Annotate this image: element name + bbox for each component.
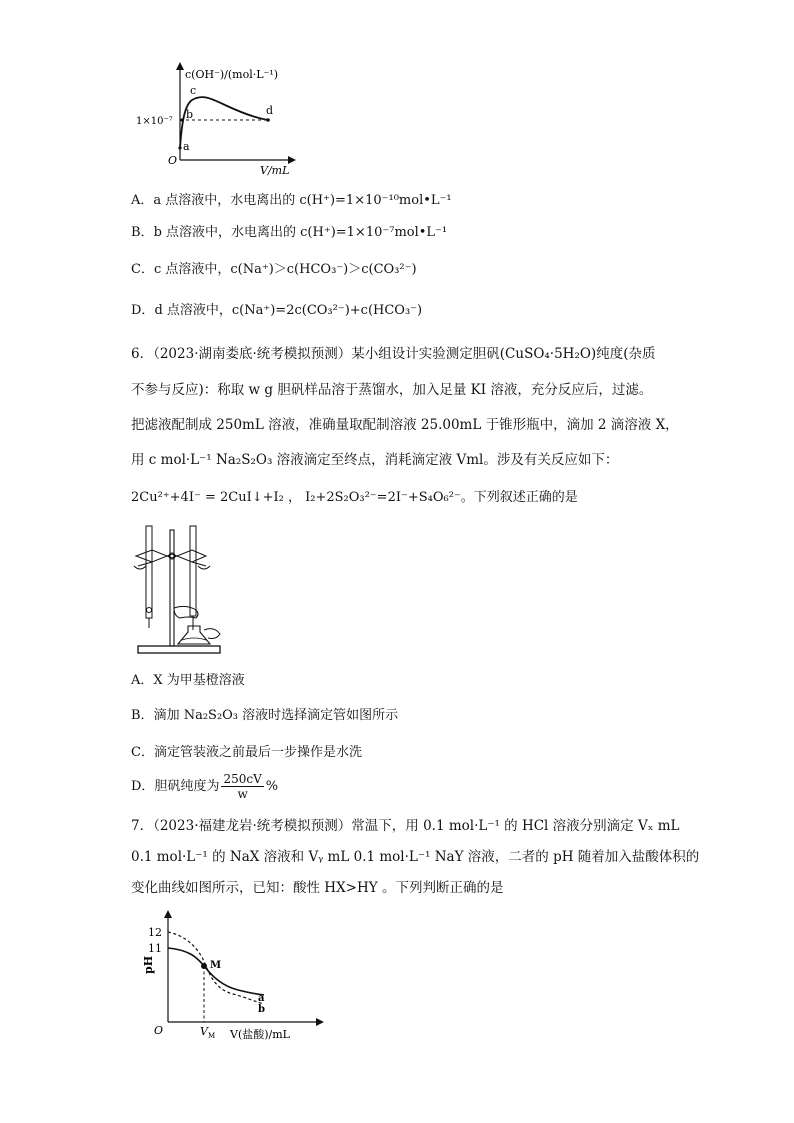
graph1-ylabel: c(OH⁻)/(mol·L⁻¹) <box>185 68 279 81</box>
q6-line-2: 不参与反应)：称取 w g 胆矾样品溶于蒸馏水，加入足量 KI 溶液，充分反应后，过滤。 <box>131 382 653 398</box>
graph1-point-a <box>178 146 181 149</box>
graph2-xlabel: V(盐酸)/mL <box>230 1028 290 1041</box>
option-text: 胆矾纯度为 <box>154 779 220 794</box>
oh-concentration-graph <box>130 60 300 180</box>
graph2-ytick-12: 12 <box>148 926 162 939</box>
graph2-curve-a-label: a <box>258 993 265 1004</box>
graph1-xlabel: V/mL <box>260 164 290 177</box>
option-text: c 点溶液中，c(Na⁺)＞c(HCO₃⁻)＞c(CO₃²⁻) <box>153 262 417 277</box>
option-label: C． <box>131 745 154 760</box>
graph2-point-m-label: M <box>210 960 222 971</box>
option-label: D． <box>131 303 155 318</box>
q6-line-4: 用 c mol·L⁻¹ Na₂S₂O₃ 溶液滴定至终点，消耗滴定液 Vml。涉及有关反应如下： <box>131 452 619 468</box>
graph1-y-arrow <box>176 62 184 70</box>
q5-option-d <box>131 302 422 320</box>
graph1-curve <box>180 97 268 148</box>
graph2-origin: O <box>154 1024 164 1037</box>
graph2-ylabel: pH <box>142 955 155 974</box>
option-text: X 为甲基橙溶液 <box>153 673 245 688</box>
graph1-x-arrow <box>288 156 296 164</box>
q6-option-c <box>131 744 362 762</box>
graph1-label-b: b <box>186 108 194 121</box>
option-text: a 点溶液中，水电离出的 c(H⁺)=1×10⁻¹⁰mol•L⁻¹ <box>153 193 452 208</box>
titration-apparatus-image <box>130 522 230 657</box>
q7-line-1: 7．（2023·福建龙岩·统考模拟预测）常温下，用 0.1 mol·L⁻¹ 的 HCl 溶液分别滴定 Vₓ mL <box>131 818 680 834</box>
right-burette <box>190 526 196 616</box>
graph1-point-b <box>180 118 183 121</box>
option-label: A． <box>131 673 154 688</box>
option-label: C． <box>131 262 154 277</box>
stand-rod <box>170 530 174 646</box>
purity-fraction <box>221 772 263 801</box>
option-label: B． <box>131 708 154 723</box>
graph1-label-a: a <box>183 140 190 153</box>
q6-line-1: 6．（2023·湖南娄底·统考模拟预测）某小组设计实验测定胆矾(CuSO₄·5H₂O)纯度(杂质 <box>131 346 656 362</box>
fraction-numerator: 250cV <box>223 772 262 786</box>
option-text: d 点溶液中，c(Na⁺)=2c(CO₃²⁻)+c(HCO₃⁻) <box>154 303 423 318</box>
q5-option-a <box>131 192 452 210</box>
graph1-ytick: 1×10⁻⁷ <box>136 116 173 127</box>
ph-titration-graph <box>138 910 328 1045</box>
graph1-label-c: c <box>190 84 197 97</box>
stand-base <box>138 646 220 653</box>
graph2-ytick-11: 11 <box>148 942 162 955</box>
graph2-x-arrow <box>316 1018 324 1026</box>
option-text: b 点溶液中，水电离出的 c(H⁺)=1×10⁻⁷mol•L⁻¹ <box>153 225 448 240</box>
graph2-y-arrow <box>164 910 172 918</box>
graph1-point-d <box>266 118 270 122</box>
option-label: A． <box>131 193 154 208</box>
graph1-label-d: d <box>266 104 274 117</box>
q7-line-3: 变化曲线如图所示，已知：酸性 HX>HY 。下列判断正确的是 <box>131 880 504 896</box>
graph2-vm-label: $V_M$ <box>200 1025 216 1040</box>
q6-line-3: 把滤液配制成 250mL 溶液，准确量取配制溶液 25.00mL 于锥形瓶中，滴加 2 滴溶液 X， <box>131 417 679 433</box>
graph2-curve-b-label: b <box>258 1004 265 1015</box>
percent-sign: % <box>265 779 279 794</box>
curve-a <box>168 948 264 995</box>
option-label: D． <box>131 779 155 794</box>
left-burette <box>146 526 152 618</box>
q6-option-b <box>131 707 398 725</box>
q5-option-c <box>131 261 417 279</box>
q6-option-a <box>131 672 245 690</box>
q5-option-b <box>131 224 447 242</box>
option-text: 滴加 Na₂S₂O₃ 溶液时选择滴定管如图所示 <box>153 708 399 723</box>
q6-equations: 2Cu²⁺+4I⁻ = 2CuI↓+I₂ ， I₂+2S₂O₃²⁻=2I⁻+S₄O₆²⁻。下列叙述正确的是 <box>131 490 578 505</box>
option-text: 滴定管装液之前最后一步操作是水洗 <box>153 745 362 760</box>
q7-line-2: 0.1 mol·L⁻¹ 的 NaX 溶液和 Vᵧ mL 0.1 mol·L⁻¹ NaY 溶液，二者的 pH 随着加入盐酸体积的 <box>131 849 700 865</box>
option-label: B． <box>131 225 154 240</box>
q6-option-d <box>131 772 278 802</box>
fraction-denominator: w <box>237 787 248 801</box>
conical-flask <box>178 626 210 644</box>
graph1-origin: O <box>168 154 178 167</box>
